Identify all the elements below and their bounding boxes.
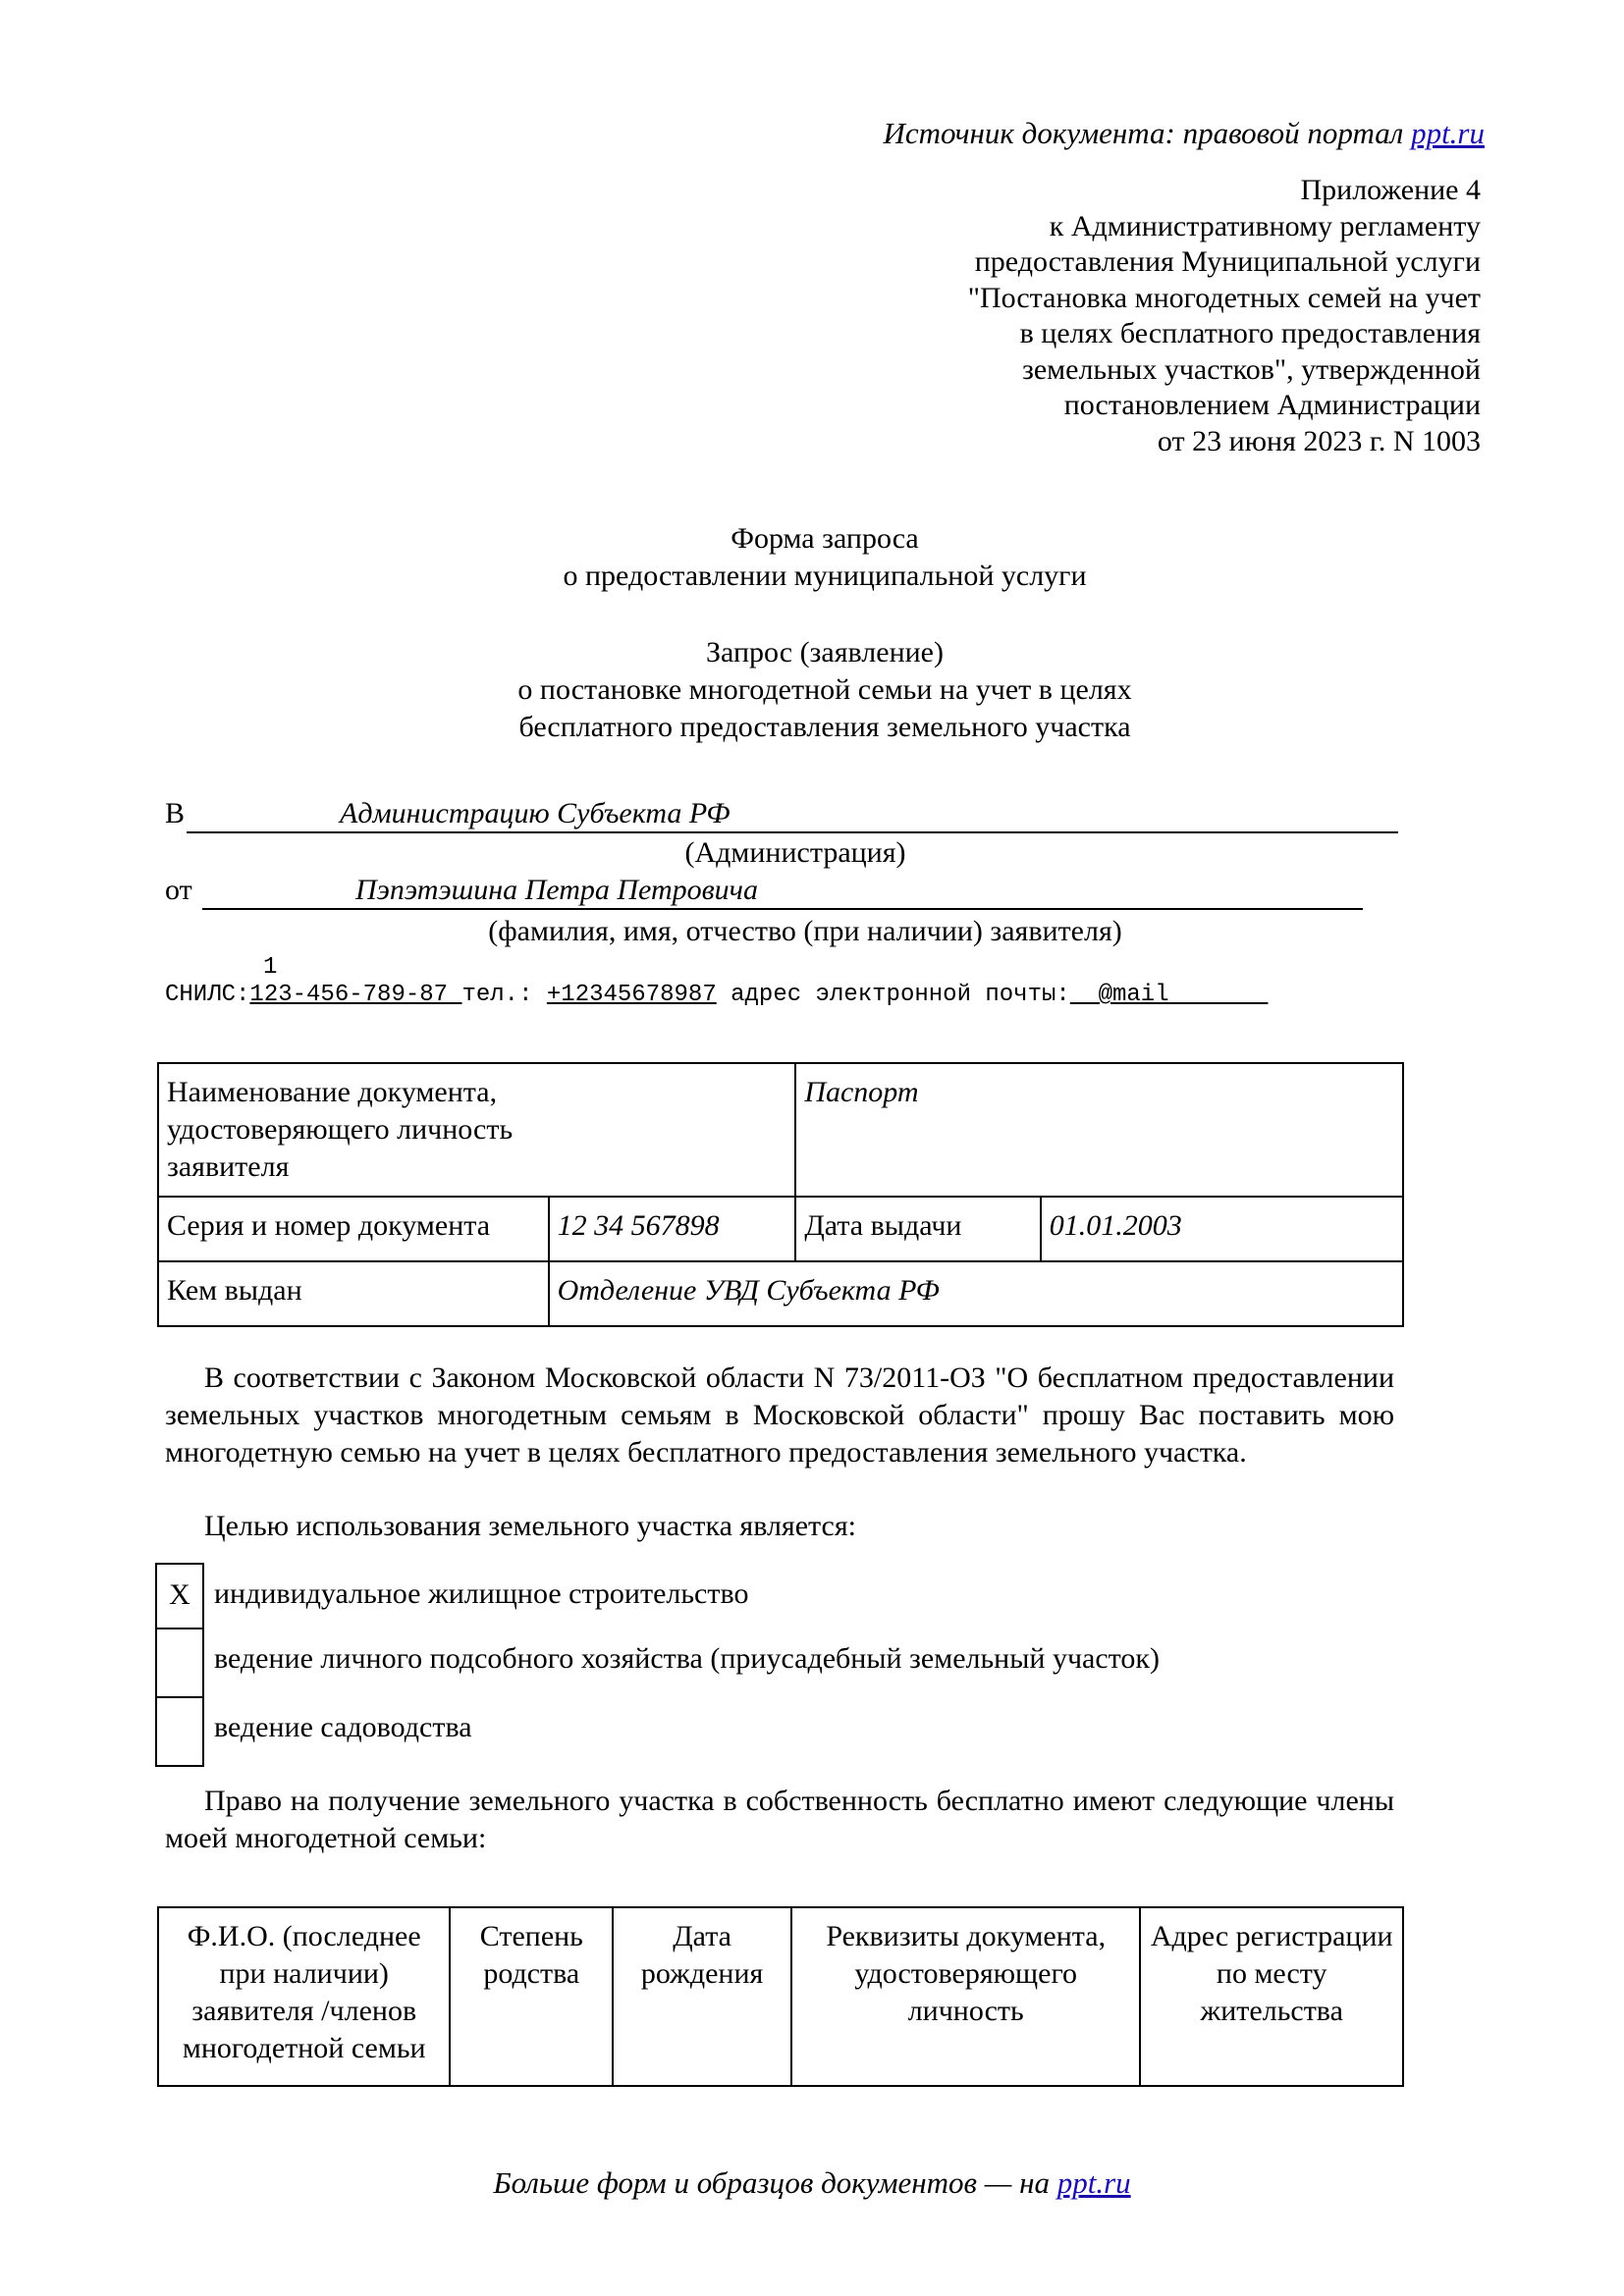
purpose-option bbox=[156, 1564, 1169, 1629]
issued-by-label: Кем выдан bbox=[158, 1261, 549, 1326]
applicant-value[interactable]: Пэпэтэшина Петра Петровича bbox=[355, 874, 758, 906]
request-title-line: бесплатного предоставления земельного участка bbox=[518, 711, 1131, 743]
purpose-option bbox=[156, 1629, 1169, 1697]
applicant-caption: (фамилия, имя, отчество (при наличии) заявителя) bbox=[488, 915, 1122, 947]
form-title bbox=[353, 520, 1296, 595]
series-value[interactable]: 12 34 567898 bbox=[549, 1197, 796, 1261]
applicant-prefix: от bbox=[165, 874, 192, 906]
issued-by-value[interactable]: Отделение УВД Субъекта РФ bbox=[549, 1261, 1403, 1326]
request-title bbox=[353, 634, 1296, 746]
purpose-options bbox=[155, 1563, 1169, 1767]
appendix-line: от 23 июня 2023 г. N 1003 bbox=[1157, 424, 1481, 457]
purpose-label: индивидуальное жилищное строительство bbox=[203, 1564, 1169, 1629]
contacts-line bbox=[165, 982, 1268, 1008]
snils-value[interactable]: 123-456-789-87 bbox=[249, 982, 449, 1008]
series-label: Серия и номер документа bbox=[158, 1197, 549, 1261]
appendix-line: в целях бесплатного предоставления bbox=[1019, 317, 1481, 349]
appendix-line: предоставления Муниципальной услуги bbox=[974, 245, 1481, 278]
phone-value[interactable]: +12345678987 bbox=[546, 982, 717, 1008]
id-document-table bbox=[157, 1062, 1404, 1327]
source-note-text: Источник документа: правовой портал bbox=[883, 116, 1412, 150]
purpose-checkbox[interactable] bbox=[156, 1629, 203, 1697]
issue-date-label: Дата выдачи bbox=[795, 1197, 1040, 1261]
source-link[interactable]: ppt.ru bbox=[1411, 116, 1485, 150]
addressee-underline bbox=[187, 831, 1398, 833]
purpose-checkbox[interactable] bbox=[156, 1697, 203, 1766]
purpose-heading: Целью использования земельного участка является: bbox=[204, 1510, 856, 1542]
purpose-option bbox=[156, 1697, 1169, 1766]
body-paragraph: В соответствии с Законом Московской области N 73/2011-ОЗ "О бесплатном предоставлении земельных участков многодетным семьям в Московской области" прошу Вас поставить мою многодетную семью на учет в целях бесплатного предоставления земельного участка. bbox=[165, 1362, 1394, 1468]
appendix-line: Приложение 4 bbox=[1300, 174, 1481, 206]
purpose-checkbox[interactable]: X bbox=[156, 1564, 203, 1629]
appendix-line: "Постановка многодетных семей на учет bbox=[967, 281, 1481, 314]
phone-label: тел.: bbox=[461, 982, 533, 1008]
family-col-address: Адрес регистрации по месту жительства bbox=[1140, 1907, 1403, 2086]
addressee-prefix: В bbox=[165, 797, 186, 829]
purpose-label: ведение садоводства bbox=[203, 1697, 1169, 1766]
issue-date-value[interactable]: 01.01.2003 bbox=[1041, 1197, 1403, 1261]
family-col-name: Ф.И.О. (последнее при наличии) заявителя /членов многодетной семьи bbox=[158, 1907, 450, 2086]
purpose-label: ведение личного подсобного хозяйства (приусадебный земельный участок) bbox=[203, 1629, 1169, 1697]
family-paragraph: Право на получение земельного участка в собственность бесплатно имеют следующие члены моей многодетной семьи: bbox=[165, 1785, 1394, 1854]
appendix-line: к Административному регламенту bbox=[1049, 209, 1481, 242]
form-title-line: о предоставлении муниципальной услуги bbox=[563, 560, 1087, 592]
appendix-line: земельных участков", утвержденной bbox=[1021, 352, 1481, 386]
family-table bbox=[157, 1906, 1404, 2087]
family-col-document: Реквизиты документа, удостоверяющего личность bbox=[791, 1907, 1140, 2086]
footnote-mark: 1 bbox=[263, 954, 278, 981]
request-title-line: о постановке многодетной семьи на учет в целях bbox=[517, 673, 1132, 706]
applicant-underline bbox=[202, 908, 1363, 910]
footer-note-text: Больше форм и образцов документов — на bbox=[493, 2165, 1057, 2200]
source-note bbox=[884, 116, 1486, 151]
footer-note bbox=[321, 2165, 1303, 2201]
appendix-line: постановлением Администрации bbox=[1063, 389, 1481, 421]
email-label: адрес электронной почты: bbox=[731, 982, 1070, 1008]
snils-label: СНИЛС: bbox=[165, 982, 250, 1008]
doc-name-label: Наименование документа, удостоверяющего личность заявителя bbox=[158, 1063, 795, 1197]
form-title-line: Форма запроса bbox=[731, 522, 919, 555]
appendix-block bbox=[968, 173, 1481, 459]
footer-link[interactable]: ppt.ru bbox=[1056, 2165, 1131, 2200]
family-col-relation: Степень родства bbox=[450, 1907, 613, 2086]
addressee-value[interactable]: Администрацию Субъекта РФ bbox=[340, 797, 731, 829]
addressee-caption: (Администрация) bbox=[684, 836, 906, 869]
doc-name-value[interactable]: Паспорт bbox=[795, 1063, 1403, 1197]
request-title-line: Запрос (заявление) bbox=[706, 636, 944, 668]
email-value[interactable]: @mail bbox=[1098, 982, 1169, 1008]
family-col-birthdate: Дата рождения bbox=[613, 1907, 791, 2086]
